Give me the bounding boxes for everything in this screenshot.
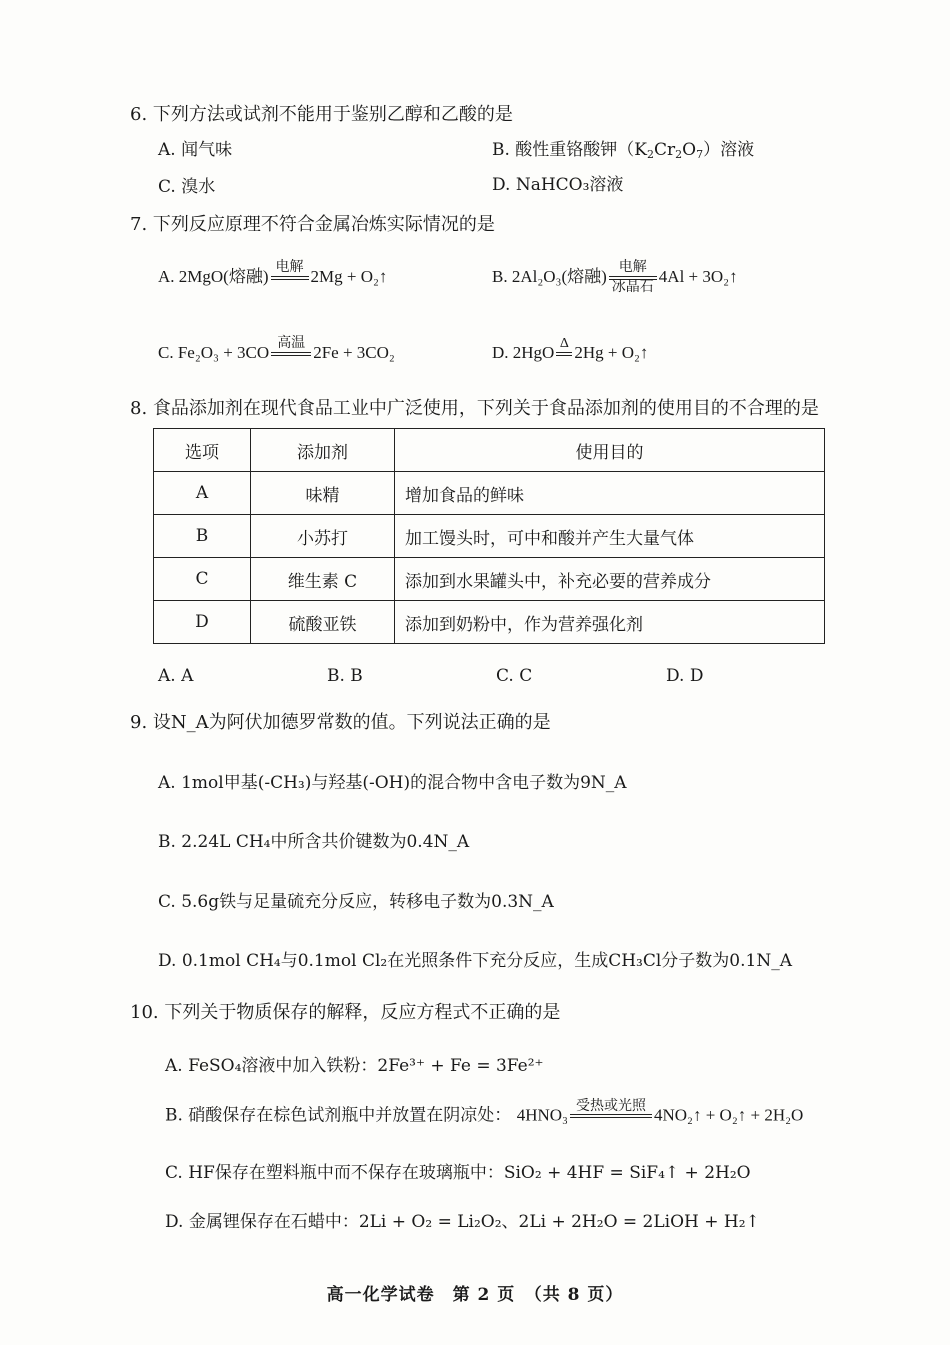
table-cell: 添加到奶粉中，作为营养强化剂: [395, 601, 825, 644]
question-9: [130, 711, 551, 735]
option-label: A.: [158, 266, 175, 286]
table-cell: 维生素 C: [251, 558, 395, 601]
table-row: [154, 558, 825, 601]
q8-option-a: A. A: [158, 666, 194, 686]
table-row: [154, 601, 825, 644]
q6-option-b-tail: ）溶液: [703, 140, 755, 160]
reactants: 2HgO: [512, 342, 555, 362]
table-cell: B: [154, 515, 251, 558]
q7-option-a: [158, 260, 387, 296]
question-8: [130, 397, 819, 421]
table-header: 选项: [154, 429, 251, 472]
question-number: 7.: [130, 214, 148, 235]
table-cell: 小苏打: [251, 515, 395, 558]
table-cell: A: [154, 472, 251, 515]
reactants: 2Al₂O₃(熔融): [511, 266, 607, 286]
question-10: [130, 1001, 560, 1025]
table-cell: 味精: [251, 472, 395, 515]
question-text: 下列方法或试剂不能用于鉴别乙醇和乙酸的是: [152, 104, 513, 125]
additive-table: [153, 428, 825, 644]
table-cell: 硫酸亚铁: [251, 601, 395, 644]
option-label: D.: [492, 342, 509, 362]
q9-option-c: C. 5.6g铁与足量硫充分反应，转移电子数为0.3N_A: [158, 892, 554, 912]
q9-option-b: B. 2.24L CH₄中所含共价键数为0.4N_A: [158, 832, 470, 852]
q6-option-d: D. NaHCO₃溶液: [492, 175, 624, 195]
q7-option-b: [492, 260, 738, 296]
q6-option-a: A. 闻气味: [158, 140, 233, 160]
condition-arrow: [556, 336, 572, 372]
question-text: 下列反应原理不符合金属冶炼实际情况的是: [152, 214, 495, 235]
condition-text: 受热或光照: [575, 1098, 646, 1114]
question-text: 下列关于物质保存的解释，反应方程式不正确的是: [164, 1002, 561, 1023]
question-6: [130, 103, 513, 127]
table-header: 使用目的: [395, 429, 825, 472]
table-cell: 加工馒头时，可中和酸并产生大量气体: [395, 515, 825, 558]
products: 2Hg + O₂↑: [574, 342, 649, 362]
q10-option-d: D. 金属锂保存在石蜡中：2Li + O₂ = Li₂O₂、2Li + 2H₂O = 2LiOH + H₂↑: [165, 1212, 760, 1232]
q6-option-b: B. 酸性重铬酸钾$(K_2Cr_2O_7)$溶液: [492, 140, 755, 161]
q9-option-d: D. 0.1mol CH₄与0.1mol Cl₂在光照条件下充分反应，生成CH₃Cl分子数为0.1N_A: [158, 951, 792, 971]
reactants: Fe₂O₃ + 3CO: [177, 342, 270, 362]
question-number: 10.: [130, 1002, 159, 1023]
table-cell: C: [154, 558, 251, 601]
condition-arrow: [609, 260, 657, 296]
table-cell: D: [154, 601, 251, 644]
table-row: [154, 515, 825, 558]
condition-arrow: [271, 260, 309, 296]
page-footer: 高一化学试卷 第 2 页 （共 8 页）: [326, 1285, 624, 1305]
option-label: C.: [158, 342, 174, 362]
q10-option-b: [165, 1098, 803, 1134]
option-text: B. 硝酸保存在棕色试剂瓶中并放置在阴凉处：: [165, 1105, 512, 1126]
q8-option-d: D. D: [666, 666, 704, 686]
products: 2Mg + O₂↑: [310, 266, 388, 286]
option-label: B.: [492, 266, 508, 286]
condition-arrow: [570, 1098, 652, 1134]
table-header-row: [154, 429, 825, 472]
products: 4Al + 3O₂↑: [658, 266, 738, 286]
q6-option-c: C. 溴水: [158, 177, 216, 197]
table-header: 添加剂: [251, 429, 395, 472]
table-cell: 增加食品的鲜味: [395, 472, 825, 515]
q9-option-a: A. 1mol甲基(-CH₃)与羟基(-OH)的混合物中含电子数为9N_A: [158, 773, 627, 793]
condition-text: 高温: [277, 336, 306, 351]
q7-option-c: [158, 336, 395, 372]
products: 2Fe + 3CO₂: [313, 342, 395, 362]
reactants: 4HNO₃: [516, 1105, 568, 1125]
question-7: [130, 213, 495, 237]
q8-option-b: B. B: [327, 666, 363, 686]
question-number: 8.: [130, 398, 148, 419]
q6-option-b-text: B. 酸性重铬酸钾（K: [492, 140, 648, 160]
question-text: 设N_A为阿伏加德罗常数的值。下列说法正确的是: [152, 712, 551, 733]
condition-text-bottom: 冰晶石: [611, 280, 654, 295]
condition-text: 电解: [618, 260, 647, 275]
condition-text: Δ: [559, 336, 569, 351]
question-number: 6.: [130, 104, 148, 125]
question-number: 9.: [130, 712, 148, 733]
table-row: [154, 472, 825, 515]
condition-text: 电解: [275, 260, 304, 275]
q10-option-c: C. HF保存在塑料瓶中而不保存在玻璃瓶中：SiO₂ + 4HF = SiF₄↑ + 2H₂O: [165, 1163, 751, 1183]
table-cell: 添加到水果罐头中，补充必要的营养成分: [395, 558, 825, 601]
q7-option-d: [492, 336, 648, 372]
condition-arrow: [271, 336, 311, 372]
q8-option-c: C. C: [496, 666, 533, 686]
q10-option-a: A. FeSO₄溶液中加入铁粉：2Fe³⁺ + Fe = 3Fe²⁺: [165, 1056, 544, 1076]
products: 4NO₂↑ + O₂↑ + 2H₂O: [653, 1105, 804, 1125]
question-text: 食品添加剂在现代食品工业中广泛使用，下列关于食品添加剂的使用目的不合理的是: [152, 398, 819, 419]
reactants: 2MgO(熔融): [178, 266, 269, 286]
